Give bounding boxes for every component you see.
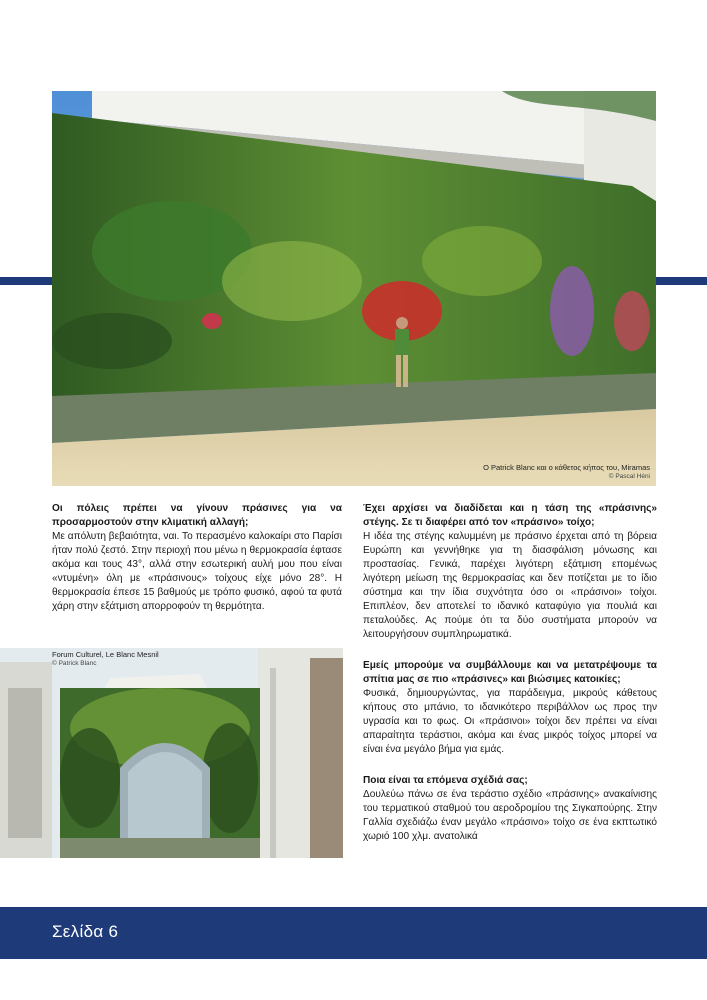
left-column bbox=[52, 502, 342, 614]
interview-answer-1: Με απόλυτη βεβαιότητα, ναι. Το περασμένο καλοκαίρι στο Παρίσι ήταν πολύ ζεστό. Στην περιοχή που μένω η θερμοκρασία έφτασε ακόμα και τους 43°, αλλά στην εσωτερική αυλή μου που είναι «ντυμένη» όλη με «πράσινους» τοίχους είχε μόνο 28°. Η θερμοκρασία έπεσε 15 βαθμούς με τρόπο φυσικό, αφού τα φυτά χάρη στην εξάτμιση απορροφούν τη θερμότητα. bbox=[52, 531, 342, 612]
paragraph-gap bbox=[363, 642, 657, 659]
forum-culturel-photo bbox=[0, 648, 343, 858]
forum-culturel-illustration bbox=[0, 648, 343, 858]
interview-answer-3: Φυσικά, δημιουργώντας, για παράδειγμα, μικρούς κάθετους κήπους στο μπάνιο, το ιδανικότερο περιβάλλον ως προς την υγρασία και το φως. Οι «πράσινοι» τοίχοι δεν πρέπει να είναι απαραίτητα τεράστιοι, ακόμα και ένας μικρός τοίχος μπορεί να είναι ένα μεγάλο βήμα για εμάς. bbox=[363, 688, 657, 755]
left-accent-bar bbox=[0, 277, 52, 285]
page-footer bbox=[0, 907, 707, 959]
small-photo-caption bbox=[52, 650, 159, 668]
vertical-garden-photo bbox=[52, 91, 656, 486]
small-photo-credit: © Patrick Blanc bbox=[52, 660, 97, 667]
main-photo-credit: © Pascal Héni bbox=[608, 473, 650, 480]
small-photo-caption-text: Forum Culturel, Le Blanc Mesnil bbox=[52, 650, 159, 659]
page-number-label: Σελίδα 6 bbox=[52, 922, 119, 941]
interview-question-3: Εμείς μπορούμε να συμβάλλουμε και να μετατρέψουμε τα σπίτια μας σε πιο «πράσινες» και βιώσιμες κατοικίες; bbox=[363, 660, 657, 685]
interview-question-2: Έχει αρχίσει να διαδίδεται και η τάση της «πράσινης» στέγης. Σε τι διαφέρει από τον «πράσινο» τοίχο; bbox=[363, 503, 657, 528]
interview-answer-4: Δουλεύω πάνω σε ένα τεράστιο σχέδιο «πράσινης» ανακαίνισης του τερματικού σταθμού του αεροδρομίου της Σιγκαπούρης. Στην Γαλλία σχεδιάζω έναν μεγάλο «πράσινο» τοίχο σε ένα εκπτωτικό χωριό 100 χλμ. ανατολικά bbox=[363, 789, 657, 842]
main-photo-caption-text: Ο Patrick Blanc και ο κάθετος κήπος του, Miramas bbox=[483, 463, 650, 472]
main-photo-caption bbox=[483, 463, 650, 481]
paragraph-gap bbox=[363, 757, 657, 774]
interview-question-4: Ποια είναι τα επόμενα σχέδιά σας; bbox=[363, 775, 528, 786]
interview-answer-2: Η ιδέα της στέγης καλυμμένη με πράσινο έρχεται από τη βόρεια Ευρώπη και γεννήθηκε για τη διασφάλιση μόνωσης και προστασίας. Γενικά, παρέχει λιγότερη εξάτμιση επομένως λιγότερη μείωση της θερμοκρασίας και δεν ποτίζεται με το ίδιο σύστημα και την ίδια συχνότητα όσο οι «πράσινοι» τοίχοι. Επιπλέον, δεν αποτελεί το ιδανικό καταφύγιο για πουλιά και πεταλούδες. Ας πούμε ότι τα δύο συστήματα μπορούν να λειτουργήσουν συμπληρωματικά. bbox=[363, 531, 657, 640]
vertical-garden-illustration bbox=[52, 91, 656, 486]
right-column bbox=[363, 502, 657, 844]
interview-question-1: Οι πόλεις πρέπει να γίνουν πράσινες για να προσαρμοστούν στην κλιματική αλλαγή; bbox=[52, 503, 342, 528]
right-accent-bar bbox=[655, 277, 707, 285]
